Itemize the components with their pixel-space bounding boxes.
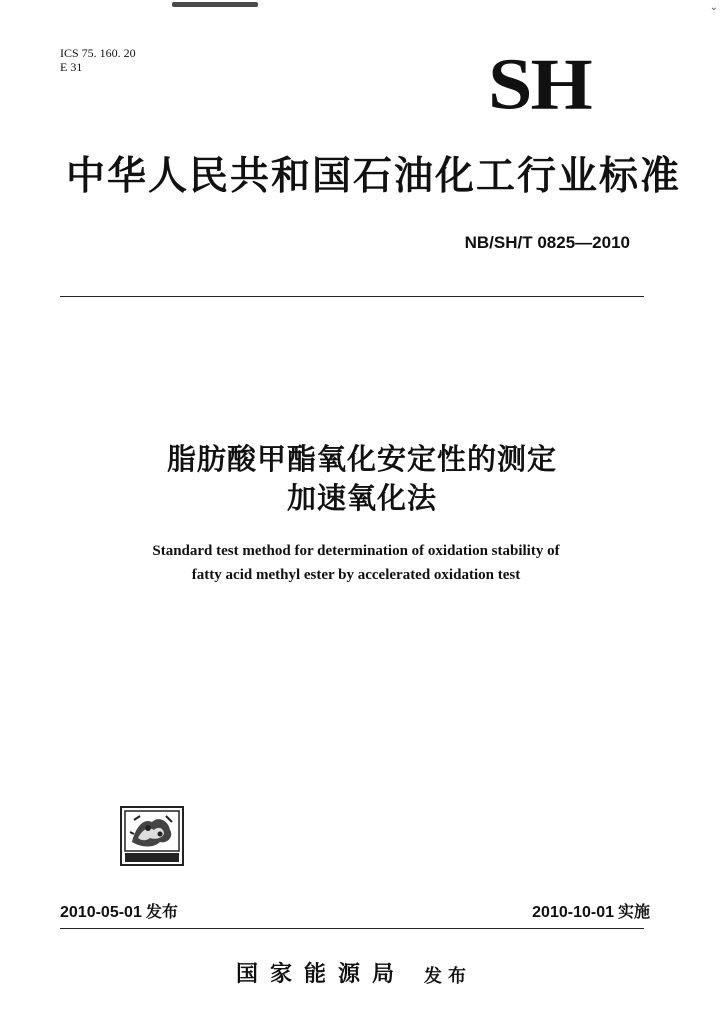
- release-date-label: 发布: [145, 902, 178, 921]
- english-title-line1: Standard test method for determination of oxidation stability of: [152, 543, 560, 559]
- implementation-date: [532, 902, 650, 923]
- sh-logo: SH: [488, 44, 591, 126]
- footer-divider: [60, 928, 644, 929]
- ccs-code: E 31: [60, 60, 83, 74]
- chinese-title-line1: 脂肪酸甲酯氧化安定性的测定: [166, 442, 557, 476]
- release-date: [60, 902, 178, 923]
- standard-number: NB/SH/T 0825—2010: [464, 233, 630, 252]
- release-date-value: 2010-05-01: [60, 904, 142, 921]
- standard-category-title: 中华人民共和国石油化工行业标准: [66, 154, 682, 199]
- implementation-date-label: 实施: [617, 902, 650, 921]
- chinese-title-line2: 加速氧化法: [286, 481, 437, 515]
- issuing-authority: 国家能源局: [236, 962, 407, 987]
- publisher-seal-icon: [120, 806, 184, 866]
- classification-codes: [60, 46, 136, 74]
- seal-graphic: [122, 808, 182, 864]
- implementation-date-value: 2010-10-01: [532, 904, 614, 921]
- header-divider: [60, 296, 644, 297]
- issue-label: 发布: [424, 966, 472, 987]
- corner-mark: ⌄: [709, 2, 718, 13]
- scan-artifact: [172, 2, 258, 7]
- ics-code: ICS 75. 160. 20: [60, 46, 136, 60]
- english-title-line2: fatty acid methyl ester by accelerated oxidation test: [191, 567, 521, 583]
